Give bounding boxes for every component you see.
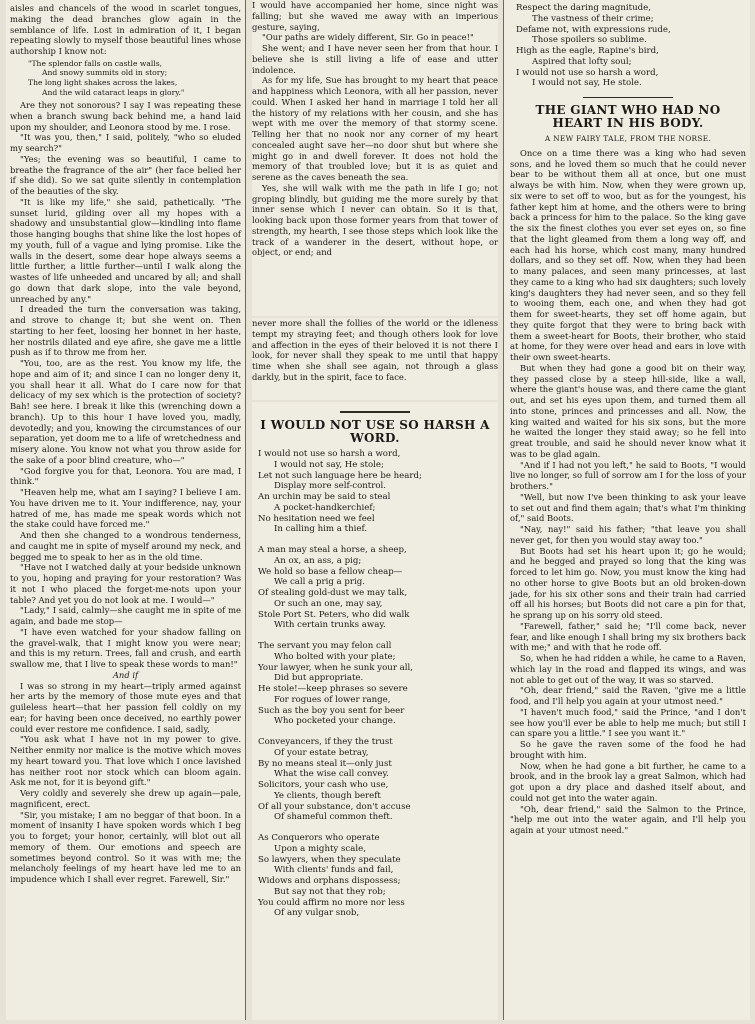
- story-paragraph: Very coldly and severely she drew up again—pale, magnificent, erect.: [10, 788, 241, 809]
- poem-line: With clients' funds and fail,: [274, 865, 394, 876]
- story-continuation: [252, 0, 498, 316]
- poem-line: He stole!—keep phrases so severe: [258, 684, 408, 694]
- story-paragraph: Yes, she will walk with me the path in life I go; not groping blindly, but guiding me the more surely by that inner sense which I never can obtain. So it is that, looking back upon those former years from that tower of strength, my hearth, I see those steps which look like the track of a wanderer in the desert, without hope, or object, or end; and: [252, 182, 498, 258]
- story-paragraph: "I haven't much food," said the Prince, "and I don't see how you'll ever be able to help me much; but still I can spare you a little." I see you want it.": [510, 706, 746, 739]
- story-paragraph: "It was you, then," I said, politely, "who so eluded my search?": [10, 132, 241, 154]
- column-middle: [252, 0, 498, 1020]
- section-divider: [340, 411, 410, 413]
- poem-line: Who bolted with your plate;: [274, 651, 396, 662]
- poem-line: Of your estate betray,: [274, 747, 369, 758]
- poem-section: [252, 402, 498, 1020]
- poem-line: Of all your substance, don't accuse: [258, 801, 411, 812]
- story-paragraph: "Yes; the evening was so beautiful, I came to breathe the fragrance of the air" (her face belied her if she did). So we sat quite silently in contemplation of the beauties of the sky.: [10, 153, 241, 197]
- story-paragraph: "I have even watched for your shadow falling on the gravel-walk, that I might know you were near; and this is my return. Trees, fall and crush, and earth swallow me, that I live to speak these words to man!": [10, 626, 241, 670]
- poem-line: The vastness of their crime;: [532, 13, 654, 24]
- story-paragraph: "It is like my life," she said, pathetically. "The sunset lurid, gilding over all my hopes with a shadowy and unsubstantial glow—kindling into flame those hanging boughs that shine like the lost hopes of my youth, full of a vague and lying promise. Like the walls in the desert, some dear hope always seems a little further, a little further—until I walk along the wastes of life unheeded and uncared by all; and shall go down that dark slope, into the vale beyond, unreached by any.": [10, 196, 241, 304]
- stanza-gap: [252, 535, 498, 545]
- story-paragraph: So he gave the raven some of the food he had brought with him.: [510, 739, 746, 760]
- story-intro-paragraph: aisles and chancels of the wood in scarlet tongues, making the dead branches glow again in the semblance of life. Lost in admiration of it, I began repeating slowly to myself those beautiful lines whose authorship I know not:: [10, 3, 241, 56]
- poem-line: For rogues of lower range,: [274, 694, 391, 705]
- poem-line: What the wise call convey.: [274, 769, 389, 780]
- story-paragraph: "God forgive you for that, Leonora. You are mad, I think.": [10, 465, 241, 487]
- story-paragraph: "Farewell, father," said he; "I'll come back, never fear, and like enough I shall bring my six brothers back with me;" and with that he rode off.: [510, 620, 746, 653]
- story-paragraph: I dreaded the turn the conversation was taking, and strove to change it; but she went on. Then starting to her feet, loosing her bonnet in her haste, her nostrils dilated and eye afire, she gave me a little push as if to throw me from her.: [10, 304, 241, 358]
- poem-line: You could affirm no more nor less: [258, 897, 405, 908]
- poem-line: Your lawyer, when he sunk your all,: [258, 662, 414, 673]
- poem-line: As Conquerors who operate: [258, 833, 380, 843]
- poem-line: We call a prig a prig.: [274, 577, 366, 588]
- poem-line: A man may steal a horse, a sheep,: [258, 545, 407, 555]
- story-subtitle: A NEW FAIRY TALE, FROM THE NORSE.: [544, 134, 712, 143]
- poem-line: Those spoilers so sublime.: [532, 35, 647, 46]
- verse-line: "The splendor falls on castle walls,: [28, 58, 163, 68]
- poem-line: An urchin may be said to steal: [258, 492, 391, 502]
- section-break-label: And if: [112, 669, 139, 680]
- poem-continuation: [510, 3, 746, 89]
- column-left: [6, 0, 246, 1020]
- story-paragraph: "Sir, you mistake; I am no beggar of that boon. In a moment of insanity I have spoken words which I beg you to forget; your honor, certainly, will blot out all memory of them. Our emotions and speech are sometimes beyond control. So it was with me; the melancholy feelings of my heart have led me to an impudence which I shall ever regret. Farewell, Sir.": [10, 809, 241, 885]
- poem-line: Respect the daring magnitude,: [516, 3, 651, 13]
- story-paragraph: "Heaven help me, what am I saying? I believe I am. You have driven me to it. Your indifference, nay, your hatred of me, has made me speak words which not the stake could have forced me.": [10, 487, 241, 530]
- story-paragraph: never more shall the follies of the world or the idleness tempt my straying feet; and though others look for love and affection in the eyes of their beloved it is not there I look, for never shall they speak to me until that happy time when she shall see again, not through a glass darkly, but in the spirit, face to face.: [252, 318, 498, 382]
- story-paragraph: "Well, but now I've been thinking to ask your leave to set out and find them again; that's what I'm thinking of," said Boots.: [510, 491, 746, 524]
- poem-line: Solicitors, your cash who use,: [258, 780, 389, 790]
- poem-line: Let not such language here be heard;: [258, 470, 422, 481]
- poem-line: Of any vulgar snob,: [274, 908, 360, 919]
- verse-line: And the wild cataract leaps in glory.": [42, 87, 185, 97]
- stanza-gap: [252, 727, 498, 737]
- poem-line: High as the eagle, Rapine's bird,: [516, 46, 659, 56]
- poem-line: Aspired that lofty soul;: [532, 56, 632, 67]
- story-paragraph: Now, when he had gone a bit further, he came to a brook, and in the brook lay a great Salmon, which had got upon a dry place and dashed itself about, and could not get into the water again.: [510, 760, 746, 803]
- story-paragraph: And then she changed to a wondrous tenderness, and caught me in spite of myself around my neck, and begged me to speak to her as in the old time.: [10, 530, 241, 562]
- poem-body: [252, 449, 498, 919]
- story-ending: [252, 318, 498, 400]
- column-right: [503, 0, 750, 1020]
- story-paragraph: "And if I had not you left," he said to Boots, "I would live no longer, so full of sorrow am I for the loss of your brothers.": [510, 459, 746, 491]
- section-divider: [583, 97, 673, 98]
- poem-line: I would not say, He stole;: [274, 459, 384, 470]
- poem-line: Defame not, with expressions rude,: [516, 24, 671, 35]
- poem-line: But say not that they rob;: [274, 886, 386, 897]
- story-paragraph: "Have not I watched daily at your bedside unknown to you, hoping and praying for your restoration? Was it not I who placed the forget-me-nots upon your table? And yet you do not look at me. I would—": [10, 562, 241, 605]
- poem-line: I would not use so harsh a word,: [258, 449, 401, 459]
- poem-line: No hesitation need we feel: [258, 513, 375, 524]
- poem-line: I would not use so harsh a word,: [516, 67, 659, 78]
- poem-line: By no means steal it—only just: [258, 758, 392, 769]
- poem-line: So lawyers, when they speculate: [258, 854, 401, 865]
- story-paragraph: So, when he had ridden a while, he came to a Raven, which lay in the road and flapped its wings, and was not able to get out of the way, it was so starved.: [510, 653, 746, 685]
- poem-line: Or such an one, may say,: [274, 598, 383, 609]
- poem-line: Such as the boy you sent for beer: [258, 705, 405, 716]
- poem-line: Display more self-control.: [274, 481, 387, 492]
- poem-line: An ox, an ass, a pig;: [274, 555, 362, 566]
- verse-line: And snowy summits old in story;: [42, 68, 168, 78]
- poem-line: Of stealing gold-dust we may talk,: [258, 588, 408, 598]
- story-title: THE GIANT WHO HAD NO HEART IN HIS BODY.: [535, 103, 721, 130]
- poem-line: Ye clients, though bereft: [274, 790, 381, 801]
- story-paragraph: "Oh, dear friend," said the Raven, "give me a little food, and I'll help you again at your utmost need.": [510, 685, 746, 706]
- story-paragraph: "You ask what I have not in my power to give. Neither enmity nor malice is the motive which moves my heart toward you. That love which I once lavished has neither root nor stock which can bloom again. Ask me not, for it is beyond gift.": [10, 734, 241, 788]
- story-paragraph: But when they had gone a good bit on their way, they passed close by a steep hill-side, like a wall, where the giant's house was, and there came the giant out, and set his eyes upon them, and turned them all into stone, princes and princesses and all. Now, the king waited and waited for his six sons, but the more he waited the longer they staid away; so he fell into great trouble, and said he should never know what it was to be glad again.: [510, 362, 746, 459]
- story-paragraph: As for my life, Sue has brought to my heart that peace and happiness which Leonora, with all her passion, never could. When I asked her hand in marriage I told her all the history of my relations with her cousin, and she has wept with me over the memory of that stormy scene. Telling her that no nook nor any corner of my heart concealed aught save her—no door shut but where she might go in and dwell forever. It does not hold the memory of that troubled love; but it is as quiet and serene as the caves beneath the sea.: [252, 75, 498, 182]
- poem-line: Who pocketed your change.: [274, 716, 396, 727]
- poem-line: A pocket-handkerchief;: [274, 502, 376, 513]
- poem-line: Upon a mighty scale,: [274, 843, 366, 854]
- story-paragraph: "You, too, are as the rest. You know my life, the hope and aim of it; and since I can no longer deny it, you shall hear it all. What do I care now for that delicacy of my sex which is the protection of society? Bah! see here. I break it like this (wrenching down a branch). Up to this hour I have loved you, madly, devotedly; and you, knowing the circumstances of our separation, yet doom me to a life of wretchedness and misery alone. You know not what you throw aside for the sake of a poor blind creature, who—": [10, 358, 241, 465]
- story-paragraph: "Lady," I said, calmly—she caught me in spite of me again, and bade me stop—: [10, 605, 241, 627]
- stanza-gap: [252, 631, 498, 641]
- poem-line: Did but appropriate.: [274, 673, 364, 684]
- story-paragraph: "Nay, nay!" said his father; "that leave you shall never get, for then you would stay away too.": [510, 524, 746, 545]
- poem-line: Widows and orphans dispossess;: [258, 876, 401, 886]
- poem-line: In calling him a thief.: [274, 524, 368, 535]
- verse-line: The long light shakes across the lakes,: [28, 77, 178, 87]
- story-body: [510, 148, 746, 836]
- story-paragraph: I was so strong in my heart—triply armed against her arts by the memory of those mute eyes and that guileless heart—that her passion fell coldly on my ear; for having been once deceived, no earthly power could ever restore me confidence. I said, sadly,: [10, 680, 241, 734]
- poem-line: Of shameful common theft.: [274, 812, 393, 823]
- poem-line: We hold so base a fellow cheap—: [258, 566, 403, 577]
- story-paragraph: "Oh, dear friend," said the Salmon to the Prince, "help me out into the water again, and I'll help you again at your utmost need.": [510, 803, 746, 835]
- story-paragraph: She went; and I have never seen her from that hour. I believe she is still living a life of ease and utter indolence.: [252, 43, 498, 75]
- story-paragraph: Once on a time there was a king who had seven sons, and he loved them so much that he could never bear to be without them all at once, but one must always be with him. Now, when they were grown up, six were to set off to woo, but as for the youngest, his father kept him at home, and the others were to bring back a princess for him to the palace. So the king gave the six the finest clothes you ever set eyes on, so fine that the light gleamed from them a long way off, and each had his horse, which cost many, many hundred dollars, and so they set off. Now, when they had been to many palaces, and seen many princesses, at last they came to a king who had six daughters; such lovely king's daughters they had never seen, and so they fell to wooing them, each one, and when they had got them for sweet-hearts, they set off home again, but they quite forgot that they were to bring back with them a sweet-heart for Boots, their brother, who staid at home, for they were over head and ears in love with their own sweet-hearts.: [510, 147, 746, 362]
- poem-line: With certain trunks away.: [274, 620, 386, 631]
- poem-line: The servant you may felon call: [258, 641, 392, 651]
- quoted-verse: [28, 59, 241, 97]
- poem-title: I WOULD NOT USE SO HARSH A WORD.: [260, 418, 490, 445]
- poem-line: Conveyancers, if they the trust: [258, 737, 393, 747]
- story-paragraph: But Boots had set his heart upon it; go he would; and he begged and prayed so long that the king was forced to let him go. Now, you must know the king had no other horse to give Boots but an old broken-down jade, for his six other sons and their train had carried off all his horses; but Boots did not care a pin for that, he sprang up on his sorry old steed.: [510, 545, 746, 620]
- poem-line: I would not say, He stole.: [532, 78, 642, 89]
- poem-line: Stole Port St. Peters, who did walk: [258, 609, 410, 620]
- stanza-gap: [252, 823, 498, 833]
- story-paragraph: Are they not sonorous? I say I was repeating these when a branch swung back behind me, a hand laid upon my shoulder, and Leonora stood by me. I rose.: [10, 100, 241, 132]
- story-paragraph: I would have accompanied her home, since night was falling; but she waved me away with an imperious gesture, saying,: [252, 0, 498, 32]
- story-paragraph: "Our paths are widely different, Sir. Go in peace!": [262, 32, 474, 43]
